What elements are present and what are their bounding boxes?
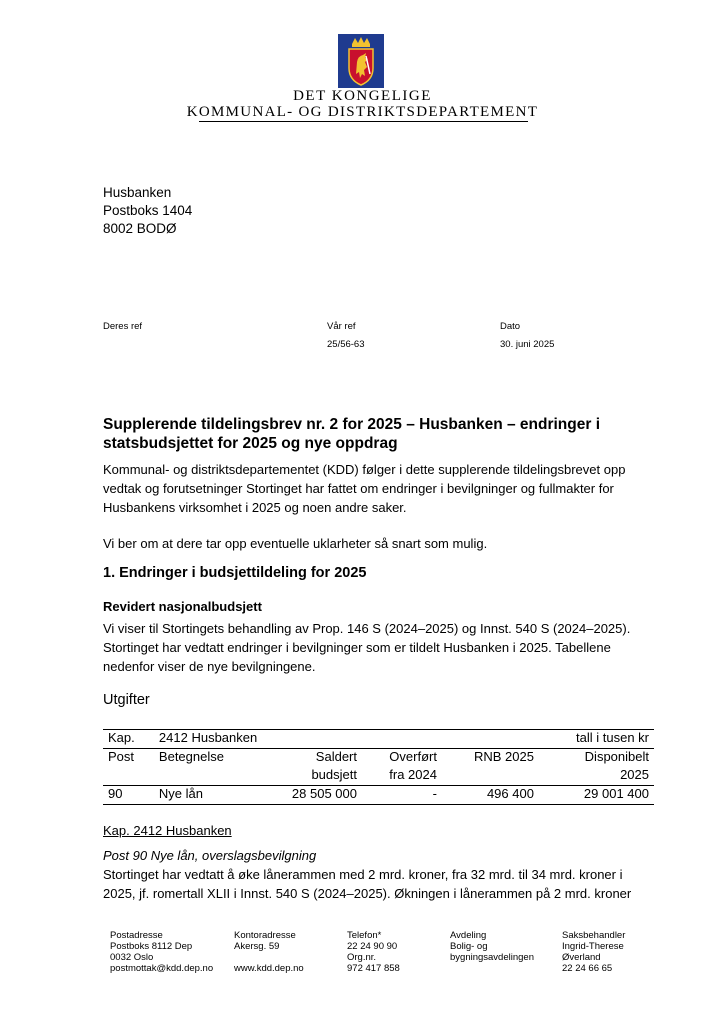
header-overfort-2: fra 2024 [389,767,437,782]
intro-line: vedtak og forutsetninger Stortinget har fattet om endringer i bevilgninger og fullmakter for [103,481,614,496]
subheading-rnb: Revidert nasjonalbudsjett [103,599,262,614]
header-betegnelse: Betegnelse [154,749,258,768]
footer-line: Øverland [562,952,601,963]
footer-label: Telefon* [347,930,382,941]
ref-deres-label: Deres ref [103,321,143,332]
cell-overfort: - [362,786,442,805]
letterhead-divider [199,121,528,122]
footer-postadresse [110,930,213,974]
footer-website: www.kdd.dep.no [234,963,304,974]
header-post: Post [103,749,154,768]
ref-var-value: 25/56-63 [327,339,365,350]
post-paragraph [103,865,663,903]
footer-line [234,952,304,963]
budget-table [103,729,654,805]
header-overfort: Overført [362,749,442,768]
rnb-paragraph [103,619,663,676]
cell-post: 90 [103,786,154,805]
rnb-line: Vi viser til Stortingets behandling av Prop. 146 S (2024–2025) og Innst. 540 S (2024–2025). [103,621,631,636]
section-heading-1: 1. Endringer i budsjettildeling for 2025 [103,565,367,581]
footer-saksbehandler [562,930,625,974]
post-line: 2025, jf. romertall XLII i Innst. 540 S (2024–2025). Økningen i lånerammen på 2 mrd. kroner [103,886,632,901]
footer-line: Bolig- og [450,941,488,952]
footer-line: 0032 Oslo [110,952,154,963]
letterhead-line-1: DET KONGELIGE [293,88,432,104]
kap-title: 2412 Husbanken [154,730,362,749]
intro-line: Husbankens virksomhet i 2025 og noen andre saker. [103,500,407,515]
footer-line: Org.nr. [347,952,377,963]
header-rnb: RNB 2025 [442,749,539,768]
header-saldert: Saldert [258,749,362,768]
footer-telefon [347,930,400,974]
footer-line: 22 24 66 65 [562,963,613,974]
ref-dato [500,318,554,354]
post-line: Stortinget har vedtatt å øke lånerammen med 2 mrd. kroner, fra 32 mrd. til 34 mrd. kroner i [103,867,623,882]
header-disponibelt: Disponibelt [539,749,654,768]
table-kap-row [103,730,654,749]
table-header-row-2 [103,767,654,786]
footer-line: Ingrid-Therese [562,941,624,952]
header-disponibelt-2: 2025 [620,767,649,782]
unit-label: tall i tusen kr [539,730,654,749]
utgifter-heading: Utgifter [103,692,150,708]
intro-line: Kommunal- og distriktsdepartementet (KDD) følger i dette supplerende tildelingsbrevet opp [103,462,626,477]
cell-betegnelse: Nye lån [154,786,258,805]
table-row [103,786,654,805]
ref-dato-label: Dato [500,321,521,332]
footer-kontoradresse [234,930,304,974]
recipient-address [103,184,192,238]
footer-email: postmottak@kdd.dep.no [110,963,214,974]
footer-line: 972 417 858 [347,963,400,974]
footer-label: Avdeling [450,930,487,941]
rnb-line: nedenfor viser de nye bevilgningene. [103,659,316,674]
header-saldert-2: budsjett [311,767,357,782]
footer-line: bygningsavdelingen [450,952,534,963]
footer-avdeling [450,930,534,963]
recipient-city: 8002 BODØ [103,221,177,236]
table-header-row [103,749,654,768]
recipient-name: Husbanken [103,185,172,200]
letterhead-line-2: KOMMUNAL- OG DISTRIKTSDEPARTEMENT [186,104,539,120]
cell-saldert: 28 505 000 [258,786,362,805]
footer-label: Postadresse [110,930,163,941]
rnb-line: Stortinget har vedtatt endringer i bevilgninger som er tildelt Husbanken i 2025. Tabellene [103,640,611,655]
footer-line: 22 24 90 90 [347,941,398,952]
cell-disponibelt: 29 001 400 [539,786,654,805]
intro-paragraph [103,460,663,517]
ref-var [327,318,365,354]
coat-of-arms-logo [338,34,384,88]
post-heading: Post 90 Nye lån, overslagsbevilgning [103,848,317,863]
footer-line: Postboks 8112 Dep [110,941,193,952]
ref-deres [103,318,142,336]
kap-label: Kap. [103,730,154,749]
request-paragraph: Vi ber om at dere tar opp eventuelle uklarheter så snart som mulig. [103,536,488,551]
recipient-box: Postboks 1404 [103,203,193,218]
footer-label: Kontoradresse [234,930,296,941]
kap-heading: Kap. 2412 Husbanken [103,823,232,838]
ref-dato-value: 30. juni 2025 [500,339,555,350]
footer-line: Akersg. 59 [234,941,280,952]
footer-label: Saksbehandler [562,930,626,941]
letter-title: Supplerende tildelingsbrev nr. 2 for 2025 – Husbanken – endringer i statsbudsjettet for 2025 og nye oppdrag [103,416,601,452]
ref-var-label: Vår ref [327,321,356,332]
cell-rnb: 496 400 [442,786,539,805]
